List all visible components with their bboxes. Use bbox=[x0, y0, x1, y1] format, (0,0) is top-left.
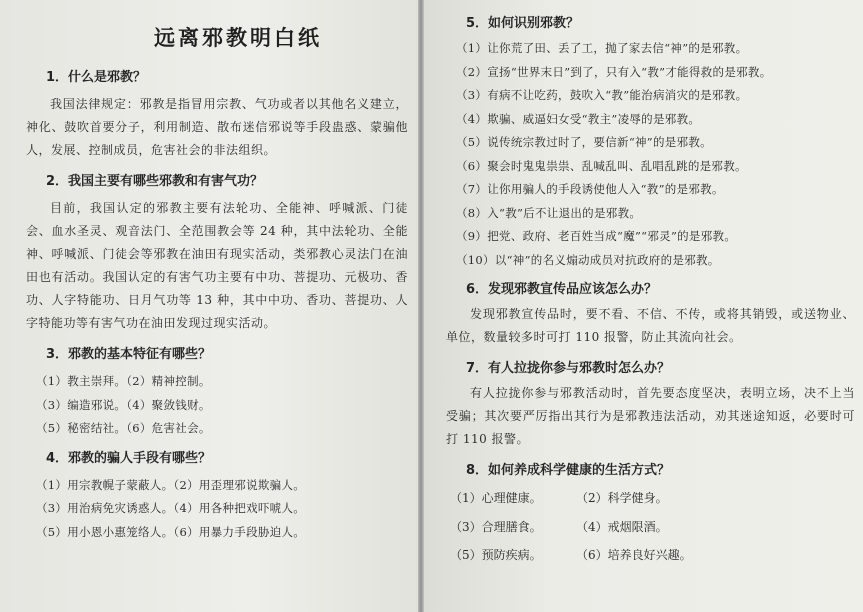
list-item: （2）宣扬“世界末日”到了，只有入“教”才能得救的是邪教。 bbox=[456, 64, 772, 79]
list-item: （8）入“教”后不让退出的是邪教。 bbox=[456, 205, 642, 220]
list-item: （2）科学健身。 bbox=[576, 491, 668, 505]
list-item: （3）编造邪说。（4）聚敛钱财。 bbox=[36, 397, 211, 412]
left-page bbox=[0, 0, 418, 612]
question-2-heading: 2．我国主要有哪些邪教和有害气功？ bbox=[46, 174, 264, 189]
document-title: 远离邪教明白纸 bbox=[154, 26, 322, 50]
question-4-heading: 4．邪教的骗人手段有哪些？ bbox=[46, 450, 212, 466]
right-page bbox=[424, 0, 863, 612]
list-item: （1）心理健康。 bbox=[450, 491, 542, 505]
question-1-answer: 我国法律规定：邪教是指冒用宗教、气功或者以其他名义建立，神化、鼓吹首要分子，利用制造、散布迷信邪说等手段蛊惑、蒙骗他人，发展、控制成员，危害社会的非法组织。 bbox=[26, 97, 408, 157]
list-item: （1）用宗教幌子蒙蔽人。（2）用歪理邪说欺骗人。 bbox=[36, 477, 306, 492]
question-7-answer: 有人拉拢你参与邪教活动时，首先要态度坚决，表明立场，决不上当受骗；其次要严厉指出其行为是邪教违法活动，劝其迷途知返，必要时可打 110 报警。 bbox=[446, 386, 855, 446]
question-3-heading: 3．邪教的基本特征有哪些？ bbox=[46, 347, 212, 362]
list-item: （6）培养良好兴趣。 bbox=[576, 548, 692, 562]
question-2-answer: 目前，我国认定的邪教主要有法轮功、全能神、呼喊派、门徒会、血水圣灵、观音法门、全范围教会等 24 种，其中法轮功、全能神、呼喊派、门徒会等邪教在油田有现实活动，类邪教心灵法门在油田也有活动。我国认定的有害气功主要有中功、菩提功、元极功、香功、人字特能功、日月气功等 13 种，其中中功、香功、菩提功、人字特能功等有害气功在油田发现过现实活动。 bbox=[26, 201, 408, 330]
question-7-heading: 7．有人拉拢你参与邪教时怎么办？ bbox=[466, 361, 671, 376]
question-5-heading: 5．如何识别邪教？ bbox=[466, 16, 580, 31]
question-8-heading: 8．如何养成科学健康的生活方式？ bbox=[466, 463, 671, 478]
question-6-answer: 发现邪教宣传品时，要不看、不信、不传，或将其销毁，或送物业、单位，数量较多时可打 110 报警，防止其流向社会。 bbox=[446, 307, 855, 344]
list-item: （1）让你荒了田、丢了工，抛了家去信“神”的是邪教。 bbox=[456, 41, 748, 55]
question-4-list bbox=[36, 474, 408, 545]
list-item: （4）欺骗、威逼妇女受“教主”凌辱的是邪教。 bbox=[456, 111, 701, 126]
list-item: （3）合理膳食。 bbox=[450, 519, 542, 534]
list-item: （3）用治病免灾诱惑人。（4）用各种把戏吓唬人。 bbox=[36, 501, 306, 515]
question-6-heading: 6．发现邪教宣传品应该怎么办？ bbox=[466, 282, 658, 297]
list-item: （5）秘密结社。（6）危害社会。 bbox=[36, 421, 211, 435]
list-item: （5）说传统宗教过时了，要信新“神”的是邪教。 bbox=[456, 135, 712, 149]
list-item: （6）聚会时鬼鬼祟祟、乱喊乱叫、乱唱乱跳的是邪教。 bbox=[456, 158, 747, 173]
list-item: （5）用小恩小惠笼络人。（6）用暴力手段胁迫人。 bbox=[36, 524, 306, 539]
list-item: （7）让你用骗人的手段诱使他人入“教”的是邪教。 bbox=[456, 182, 724, 196]
question-3-list bbox=[36, 370, 408, 441]
list-item: （3）有病不让吃药，鼓吹入“教”能治病消灾的是邪教。 bbox=[456, 88, 748, 102]
question-8-list bbox=[450, 484, 855, 570]
list-item: （10）以“神”的名义煽动成员对抗政府的是邪教。 bbox=[456, 252, 720, 267]
list-item: （4）戒烟限酒。 bbox=[576, 519, 668, 534]
list-item: （1）教主崇拜。（2）精神控制。 bbox=[36, 374, 211, 388]
list-item: （5）预防疾病。 bbox=[450, 548, 542, 562]
question-1-heading: 1．什么是邪教？ bbox=[46, 70, 147, 85]
question-5-list bbox=[456, 37, 855, 272]
list-item: （9）把党、政府、老百姓当成“魔”“邪灵”的是邪教。 bbox=[456, 229, 737, 243]
